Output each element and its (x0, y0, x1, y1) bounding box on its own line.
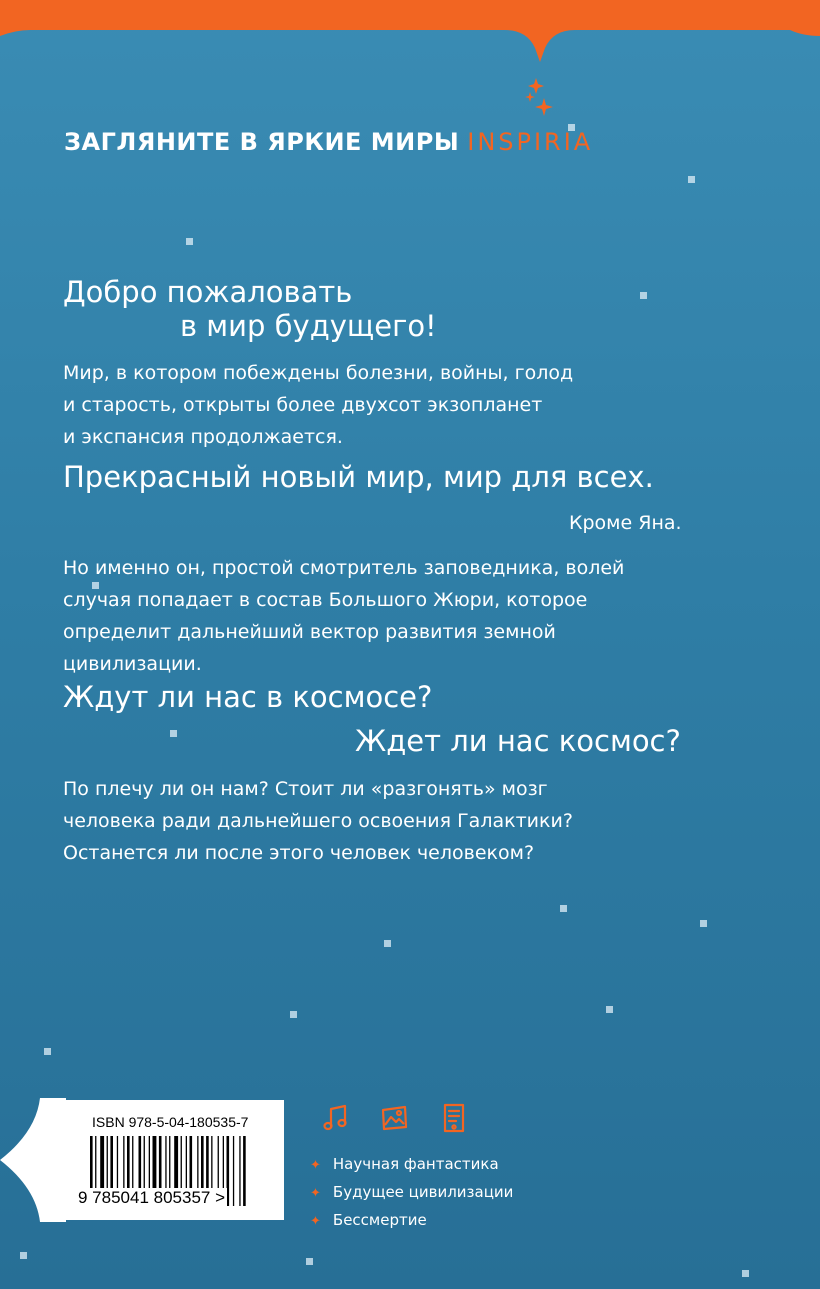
star (290, 1011, 297, 1018)
star (640, 292, 647, 299)
isbn-label: ISBN 978-5-04-180535-7 (92, 1114, 249, 1130)
star (742, 1270, 749, 1277)
publisher-brand: INSPIRIA (467, 128, 594, 156)
paragraph-1-line: Мир, в котором побеждены болезни, войны, голод (63, 362, 574, 384)
question-2: Ждет ли нас космос? (355, 724, 681, 758)
star (186, 238, 193, 245)
paragraph-2-line: цивилизации. (63, 653, 202, 675)
paragraph-1-line: и старость, открыты более двухсот экзопланет (63, 394, 543, 416)
paragraph-3-line: человека ради дальнейшего освоения Галактики? (63, 810, 573, 832)
star (700, 920, 707, 927)
isbn-barcode-block (62, 1100, 284, 1220)
sparkle-bullet-icon: ✦ (310, 1214, 321, 1229)
image-icon (378, 1102, 410, 1134)
headline-line-1: Добро пожаловать (63, 275, 353, 309)
genre-item (310, 1183, 513, 1201)
paragraph-2-line: случая попадает в состав Большого Жюри, которое (63, 589, 588, 611)
paragraph-2-line: определит дальнейший вектор развития земной (63, 621, 556, 643)
sparkle-icon (522, 78, 558, 122)
star (560, 905, 567, 912)
genre-item (310, 1211, 427, 1229)
star (44, 1048, 51, 1055)
question-1: Ждут ли нас в космосе? (63, 680, 433, 714)
barcode-notch-shape (0, 1098, 66, 1222)
series-tagline-text: ЗАГЛЯНИТЕ В ЯРКИЕ МИРЫ (64, 128, 460, 156)
paragraph-2-line: Но именно он, простой смотритель заповедника, волей (63, 557, 625, 579)
genre-label: Будущее цивилизации (332, 1183, 514, 1201)
star (170, 730, 177, 737)
star (306, 1258, 313, 1265)
paragraph-3-line: Останется ли после этого человек человеком? (63, 842, 535, 864)
ebook-icon (438, 1102, 470, 1134)
barcode-digits: 9 785041 805357 > (78, 1188, 226, 1207)
top-orange-band (0, 0, 820, 68)
star (20, 1252, 27, 1259)
star (688, 176, 695, 183)
series-tagline (64, 128, 593, 156)
emphasis-statement: Прекрасный новый мир, мир для всех. (63, 460, 654, 494)
genre-item (310, 1155, 499, 1173)
music-note-icon (320, 1102, 352, 1134)
paragraph-1-line: и экспансия продолжается. (63, 426, 343, 448)
headline-line-2: в мир будущего! (180, 309, 437, 343)
emphasis-aside: Кроме Яна. (569, 512, 682, 534)
paragraph-3-line: По плечу ли он нам? Стоит ли «разгонять» мозг (63, 778, 548, 800)
sparkle-bullet-icon: ✦ (310, 1186, 321, 1201)
star (384, 940, 391, 947)
genre-label: Научная фантастика (332, 1155, 499, 1173)
star (606, 1006, 613, 1013)
genre-label: Бессмертие (332, 1211, 427, 1229)
sparkle-bullet-icon: ✦ (310, 1158, 321, 1173)
